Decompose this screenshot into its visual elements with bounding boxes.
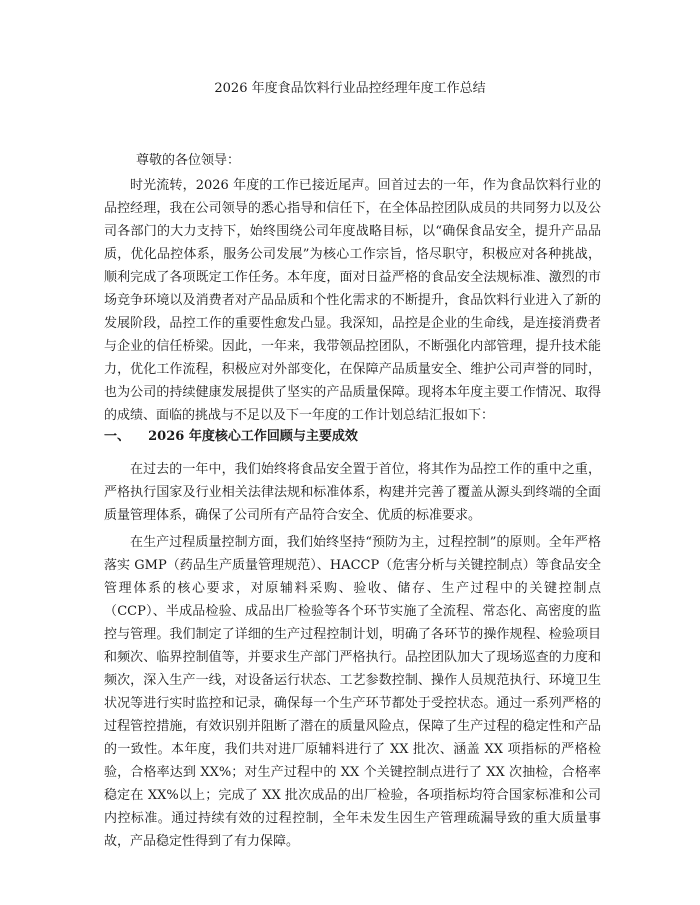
section-paragraph-1: 在过去的一年中，我们始终将食品安全置于首位，将其作为品控工作的重中之重，严格执行国家及行业相关法律法规和标准体系，构建并完善了覆盖从源头到终端的全面质量管理体系，确保了公司所有产品符合安全、优质的标准要求。 <box>104 462 601 523</box>
salutation: 尊敬的各位领导： <box>136 153 241 168</box>
document-title: 2026 年度食品饮料行业品控经理年度工作总结 <box>214 81 486 96</box>
section-title: 2026 年度核心工作回顾与主要成效 <box>148 429 358 444</box>
section-heading <box>104 428 358 446</box>
section-number: 一、 <box>104 429 131 444</box>
intro-paragraph: 时光流转，2026 年度的工作已接近尾声。回首过去的一年，作为食品饮料行业的品控经理，我在公司领导的悉心指导和信任下，在全体品控团队成员的共同努力以及公司各部门的大力支持下，始终围绕公司年度战略目标，以“确保食品安全，提升产品品质，优化品控体系，服务公司发展”为核心工作宗旨，恪尽职守，积极应对各种挑战，顺利完成了各项既定工作任务。本年度，面对日益严格的食品安全法规标准、激烈的市场竞争环境以及消费者对产品品质和个性化需求的不断提升，食品饮料行业进入了新的发展阶段，品控工作的重要性愈发凸显。我深知，品控是企业的生命线，是连接消费者与企业的信任桥梁。因此，一年来，我带领品控团队，不断强化内部管理，提升技术能力，优化工作流程，积极应对外部变化，在保障产品质量安全、维护公司声誉的同时，也为公司的持续健康发展提供了坚实的产品质量保障。现将本年度主要工作情况、取得的成绩、面临的挑战与不足以及下一年度的工作计划总结汇报如下： <box>104 178 601 423</box>
section-paragraph-2: 在生产过程质量控制方面，我们始终坚持“预防为主，过程控制”的原则。全年严格落实 GMP（药品生产质量管理规范）、HACCP（危害分析与关键控制点）等食品安全管理体系的核心要求，对原辅料采购、验收、储存、生产过程中的关键控制点（CCP）、半成品检验、成品出厂检验等各个环节实施了全流程、常态化、高密度的监控与管理。我们制定了详细的生产过程控制计划，明确了各环节的操作规程、检验项目和频次、临界控制值等，并要求生产部门严格执行。品控团队加大了现场巡查的力度和频次，深入生产一线，对设备运行状态、工艺参数控制、操作人员规范执行、环境卫生状况等进行实时监控和记录，确保每一个生产环节都处于受控状态。通过一系列严格的过程管控措施，有效识别并阻断了潜在的质量风险点，保障了生产过程的稳定性和产品的一致性。本年度，我们共对进厂原辅料进行了 XX 批次、涵盖 XX 项指标的严格检验，合格率达到 XX%；对生产过程中的 XX 个关键控制点进行了 XX 次抽检，合格率稳定在 XX%以上；完成了 XX 批次成品的出厂检验，各项指标均符合国家标准和公司内控标准。通过持续有效的过程控制，全年未发生因生产管理疏漏导致的重大质量事故，产品稳定性得到了有力保障。 <box>104 535 601 849</box>
